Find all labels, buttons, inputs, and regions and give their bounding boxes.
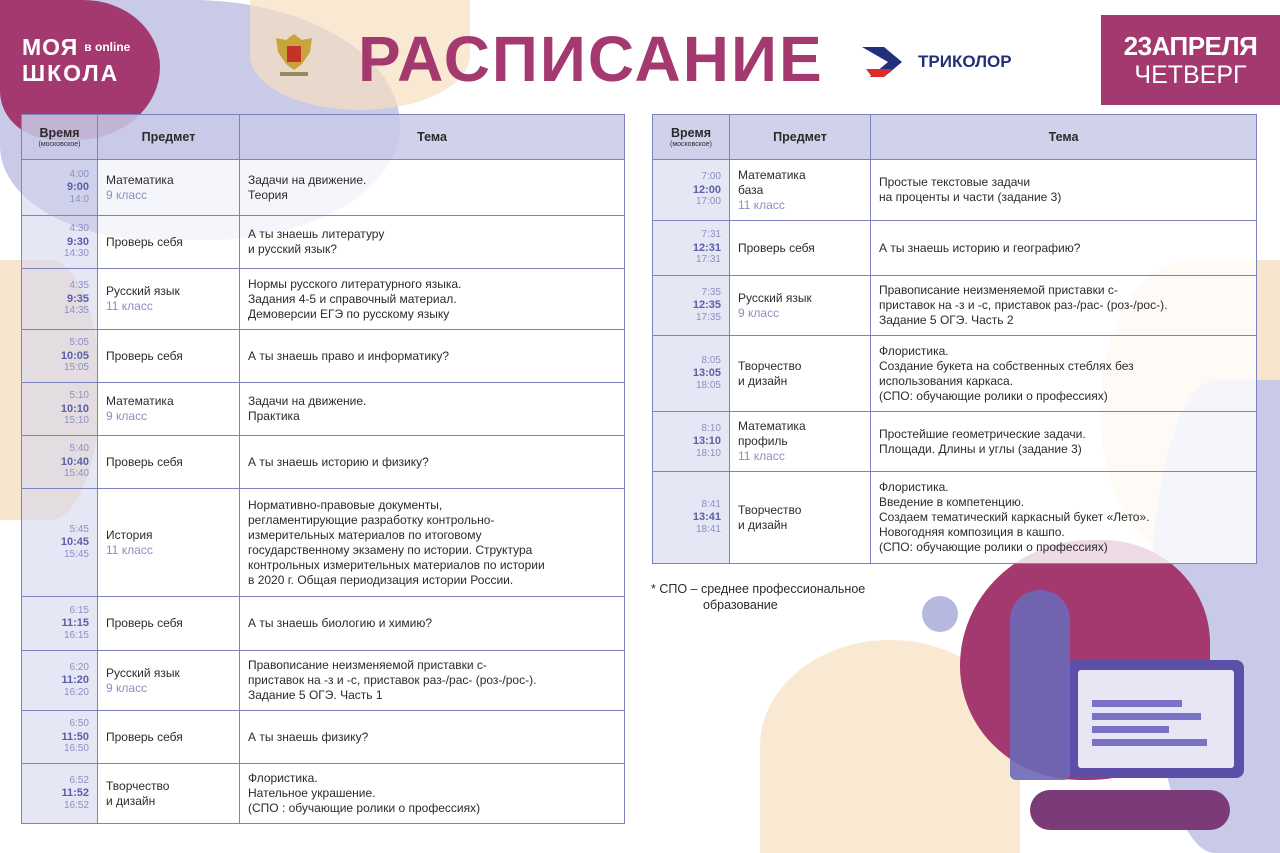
time-cell [22,160,98,216]
topic-line: (СПО: обучающие ролики о профессиях) [879,388,1108,403]
logo-line1: МОЯ [22,34,79,60]
topic-line: А ты знаешь литературу [248,227,385,241]
column-topic: Тема [871,115,1257,160]
topic-cell [871,336,1257,412]
table-row [653,221,1257,276]
background-blob [922,596,958,632]
schedule-table-left [21,114,625,824]
topic-line: использования каркаса. [879,373,1014,388]
grade-label: 9 класс [106,680,148,695]
table-row [22,436,625,489]
topic-line: Флористика. [879,343,949,358]
footnote-line1: * СПО – среднее профессиональное [651,582,866,596]
subject-cell [98,711,240,764]
subject-cell [98,651,240,711]
time-local: 8:10 [701,422,721,434]
time-moscow: 13:41 [692,511,721,524]
partner-name: ТРИКОЛОР [918,52,1012,71]
subject-name: и дизайн [738,517,788,532]
subject-name: Русский язык [106,284,180,298]
topic-line: Задание 5 ОГЭ. Часть 1 [248,688,383,702]
subject-name: Проверь себя [738,240,815,255]
subject-name: Русский язык [106,665,180,680]
time-moscow: 12:31 [692,241,721,254]
topic-line: Флористика. [879,480,949,494]
screen-bar [1092,726,1169,733]
time-moscow: 10:05 [60,349,89,362]
topic-line: Создаем тематический каркасный букет «Лето». [879,510,1150,524]
table-header [22,115,625,160]
topic-line: Правописание неизменяемой приставки с- [879,283,1118,297]
subject-cell [98,216,240,269]
time-cell [653,412,730,472]
table-row [22,489,625,597]
time-cell [653,221,730,276]
table-row [653,412,1257,472]
time-late: 17:00 [695,196,721,208]
logo-line2: ШКОЛА [22,60,120,86]
grade-label: 9 класс [106,187,148,202]
table-row [653,276,1257,336]
topic-line: А ты знаешь биологию и химию? [248,616,433,630]
time-late: 15:10 [63,415,89,427]
table-header [653,115,1257,160]
topic-line: Демоверсии ЕГЭ по русскому языку [248,306,450,321]
subject-name: и дизайн [106,793,156,808]
subject-name: Проверь себя [106,234,183,249]
subject-cell [730,276,871,336]
topic-line: А ты знаешь историю и географию? [879,240,1081,255]
topic-cell [240,216,625,269]
table-row [22,160,625,216]
column-topic: Тема [240,115,625,160]
time-moscow: 10:10 [60,402,89,415]
page-title: РАСПИСАНИЕ [358,23,824,95]
topic-cell [240,651,625,711]
time-local: 7:35 [701,286,721,298]
topic-line: А ты знаешь историю и физику? [248,454,429,469]
time-late: 18:10 [695,447,721,459]
time-cell [653,336,730,412]
topic-line: Введение в компетенцию. [879,495,1025,509]
time-moscow: 9:30 [66,235,89,248]
subject-cell [98,160,240,216]
time-cell [22,651,98,711]
time-cell [22,489,98,597]
topic-cell [240,489,625,597]
time-moscow: 10:40 [60,455,89,468]
subject-name: История [106,527,153,542]
table-row [22,269,625,330]
table-row [22,764,625,824]
time-late: 18:41 [695,523,721,535]
tricolor-mark-icon [862,45,912,79]
subject-name: и дизайн [738,373,788,388]
column-time [653,115,730,160]
subject-name: Творчество [106,778,170,793]
time-moscow: 10:45 [60,536,89,549]
table-row [22,651,625,711]
time-late: 16:52 [63,799,89,811]
table-row [22,216,625,269]
time-moscow: 13:10 [692,435,721,448]
time-cell [653,160,730,221]
time-late: 14:35 [63,305,89,317]
topic-line: приставок на -з и -с, приставок раз-/рас- (роз-/рос-). [879,298,1168,312]
time-cell [22,764,98,824]
time-local: 6:52 [69,774,89,786]
topic-cell [240,269,625,330]
subject-cell [98,489,240,597]
subject-name: Проверь себя [106,454,183,469]
topic-line: Задание 5 ОГЭ. Часть 2 [879,313,1014,327]
subject-cell [98,597,240,651]
column-time-note: (московское) [670,140,712,148]
topic-cell [871,160,1257,221]
topic-line: Флористика. [248,771,318,785]
time-local: 8:05 [701,354,721,366]
time-moscow: 11:52 [61,787,89,800]
grade-label: 11 класс [738,197,785,212]
time-moscow: 13:05 [692,367,721,380]
topic-line: А ты знаешь право и информатику? [248,348,450,363]
time-local: 4:30 [69,223,89,235]
person-illustration [1030,790,1230,830]
time-local: 6:20 [69,661,89,673]
subject-name: Проверь себя [106,729,183,744]
time-moscow: 11:15 [61,617,89,630]
grade-label: 11 класс [106,299,153,313]
table-row [22,711,625,764]
topic-line: Задачи на движение. [248,172,367,187]
topic-line: Теория [248,187,288,202]
topic-cell [240,597,625,651]
time-late: 16:50 [63,743,89,755]
time-late: 14:30 [63,248,89,260]
subject-cell [98,383,240,436]
topic-line: Нательное украшение. [248,786,376,800]
topic-line: приставок на -з и -с, приставок раз-/рас- (роз-/рос-). [248,673,537,687]
topic-cell [871,412,1257,472]
time-late: 15:45 [63,548,89,560]
topic-line: измерительных материалов по итоговому [248,527,482,542]
time-local: 7:31 [701,229,721,241]
time-moscow: 9:00 [66,181,89,194]
time-late: 16:15 [63,629,89,641]
table-row [653,160,1257,221]
topic-line: (СПО: обучающие ролики о профессиях) [879,540,1108,554]
column-time-label: Время [39,125,80,140]
topic-line: Создание букета на собственных стеблях без [879,358,1134,373]
weekday-label: ЧЕТВЕРГ [1134,61,1247,89]
time-cell [22,269,98,330]
topic-line: контрольных измерительных материалов по истории [248,557,545,572]
subject-cell [98,269,240,330]
topic-line: Нормативно-правовые документы, [248,497,443,512]
topic-cell [240,764,625,824]
topic-line: Практика [248,409,300,423]
time-moscow: 9:35 [66,292,89,305]
time-late: 14:0 [69,193,89,205]
subject-cell [98,436,240,489]
topic-cell [871,276,1257,336]
laptop-screen [1078,670,1234,768]
time-cell [22,711,98,764]
topic-line: Простейшие геометрические задачи. [879,426,1086,441]
date-label: 23АПРЕЛЯ [1123,31,1258,61]
person-illustration [1010,590,1070,780]
topic-cell [871,221,1257,276]
time-local: 4:00 [69,168,89,180]
time-late: 17:35 [695,311,721,323]
date-badge [1101,15,1280,105]
coat-of-arms-icon [272,30,316,80]
subject-name: Творчество [738,502,802,517]
time-local: 5:05 [69,337,89,349]
subject-cell [730,472,871,564]
time-late: 15:40 [63,468,89,480]
grade-label: 11 класс [106,542,153,557]
time-moscow: 12:00 [692,183,721,196]
subject-name: Творчество [738,358,802,373]
topic-cell [240,160,625,216]
topic-line: А ты знаешь физику? [248,729,369,744]
grade-label: 9 класс [738,305,780,320]
topic-cell [240,711,625,764]
subject-name: профиль [738,434,788,448]
topic-line: и русский язык? [248,242,337,256]
time-local: 7:00 [701,171,721,183]
time-local: 5:45 [69,523,89,535]
time-late: 15:05 [63,362,89,374]
time-moscow: 11:20 [61,674,89,687]
subject-name: Проверь себя [106,616,183,630]
topic-line: Простые текстовые задачи [879,175,1031,189]
schedule-table-right [652,114,1257,564]
time-cell [653,472,730,564]
topic-line: Задачи на движение. [248,394,367,408]
time-local: 6:50 [69,718,89,730]
time-cell [653,276,730,336]
time-late: 16:20 [63,686,89,698]
footnote-line2: образование [703,598,778,612]
column-subject: Предмет [730,115,871,160]
time-cell [22,383,98,436]
table-row [653,336,1257,412]
topic-line: в 2020 г. Общая периодизация истории России. [248,572,514,587]
time-local: 4:35 [69,280,89,292]
topic-line: на проценты и части (задание 3) [879,190,1062,204]
topic-line: регламентирующие разработку контрольно- [248,512,495,527]
laptop-illustration [1068,660,1244,778]
topic-line: Нормы русского литературного языка. [248,276,462,291]
footnote [651,581,865,613]
screen-bar [1092,739,1207,746]
time-local: 5:40 [69,443,89,455]
subject-name: Русский язык [738,290,812,305]
subject-name: Математика [106,172,174,187]
topic-line: государственному экзамену по истории. Структура [248,542,533,557]
column-time [22,115,98,160]
time-cell [22,216,98,269]
table-row [22,383,625,436]
logo-online: в online [84,40,131,54]
subject-name: Математика [738,419,806,433]
subject-name: Математика [738,167,806,182]
topic-cell [240,436,625,489]
topic-line: (СПО : обучающие ролики о профессиях) [248,801,481,815]
time-late: 18:05 [695,379,721,391]
time-late: 17:31 [695,254,721,266]
tricolor-logo [862,45,1012,79]
time-cell [22,597,98,651]
time-moscow: 11:50 [61,730,89,743]
subject-cell [730,160,871,221]
subject-cell [98,764,240,824]
table-row [653,472,1257,564]
subject-name: Проверь себя [106,348,183,363]
topic-cell [240,330,625,383]
time-cell [22,436,98,489]
topic-cell [871,472,1257,564]
topic-cell [240,383,625,436]
column-time-note: (московское) [38,140,81,148]
column-time-label: Время [671,125,711,140]
grade-label: 11 класс [738,449,785,463]
column-subject: Предмет [98,115,240,160]
topic-line: Задания 4-5 и справочный материал. [248,291,457,306]
time-cell [22,330,98,383]
screen-bar [1092,713,1201,720]
subject-cell [98,330,240,383]
subject-cell [730,221,871,276]
moya-shkola-logo [22,34,130,86]
screen-bar [1092,700,1182,707]
time-local: 5:10 [69,390,89,402]
table-row [22,330,625,383]
topic-line: Правописание неизменяемой приставки с- [248,658,487,672]
topic-line: Площади. Длины и углы (задание 3) [879,441,1082,456]
grade-label: 9 класс [106,409,148,423]
time-local: 8:41 [701,498,721,510]
time-moscow: 12:35 [692,299,721,312]
subject-name: Математика [106,394,174,408]
table-row [22,597,625,651]
topic-line: Новогодняя композиция в кашпо. [879,525,1065,539]
subject-cell [730,412,871,472]
subject-cell [730,336,871,412]
time-local: 6:15 [69,604,89,616]
subject-name: база [738,182,764,197]
